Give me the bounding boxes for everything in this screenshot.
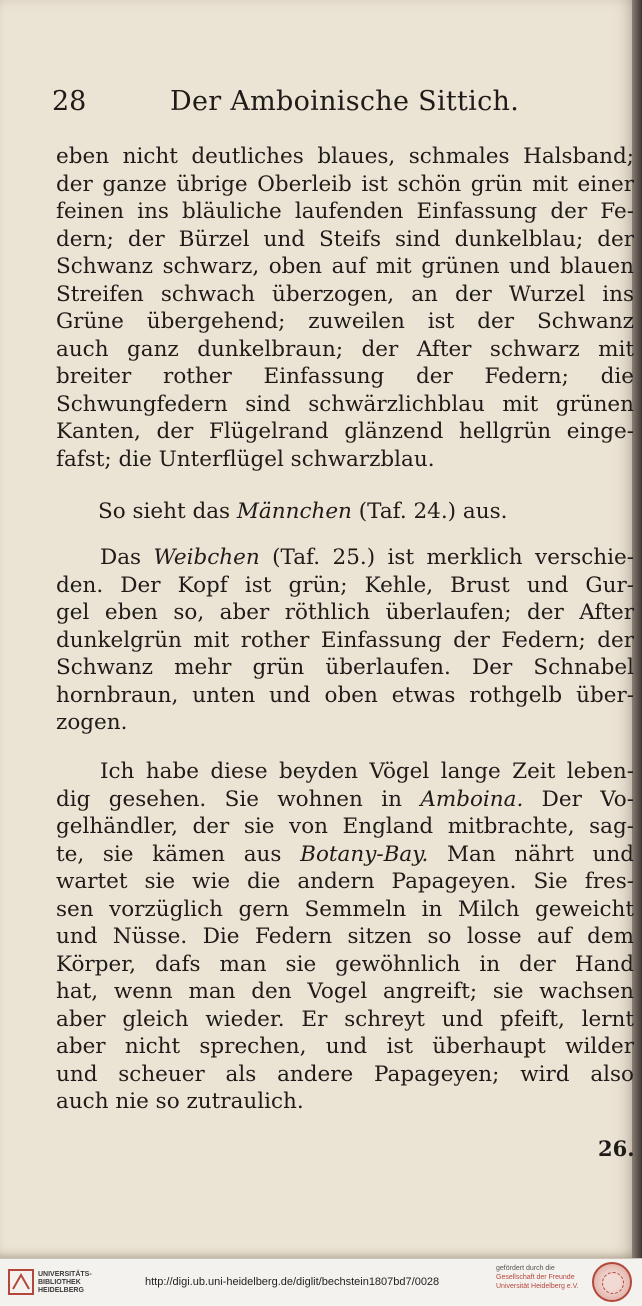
italic-term: Weibchen bbox=[153, 545, 260, 570]
society-seal-icon bbox=[592, 1262, 632, 1302]
italic-term: Männchen bbox=[236, 499, 352, 524]
text-line: den. Der Kopf ist grün; Kehle, Brust und Gur- bbox=[56, 572, 634, 598]
sponsor-line: Universität Heidelberg e.V. bbox=[496, 1283, 579, 1290]
text-line: breiter rother Einfassung der Federn; die bbox=[56, 364, 634, 389]
text-line: wartet sie wie die andern Papageyen. Sie fres- bbox=[56, 869, 634, 894]
paragraph-4 bbox=[56, 758, 634, 1116]
text-line: gel eben so, aber röthlich überlaufen; der After bbox=[56, 600, 634, 625]
text-run: dig gesehen. Sie wohnen in bbox=[56, 786, 421, 812]
text-line: gelhändler, der sie von England mitbrachte, sag- bbox=[56, 814, 634, 839]
text-line: und scheuer als andere Papageyen; wird also bbox=[56, 1061, 634, 1087]
library-logo-icon bbox=[8, 1269, 34, 1295]
text-line: eben nicht deutliches blaues, schmales Halsband; bbox=[56, 144, 634, 169]
text-run: te, sie kämen aus bbox=[56, 841, 301, 867]
text-line: auch nie so zutraulich. bbox=[56, 1089, 304, 1114]
permalink-url[interactable]: http://digi.ub.uni-heidelberg.de/diglit/bechstein1807bd7/0028 bbox=[145, 1276, 440, 1288]
library-name-line: UNIVERSITÄTS- bbox=[38, 1271, 92, 1278]
page-number: 28 bbox=[52, 86, 87, 117]
running-title: Der Amboinische Sittich. bbox=[170, 86, 520, 117]
text-line: auch ganz dunkelbraun; der After schwarz mit bbox=[56, 336, 634, 362]
digitization-footer bbox=[0, 1258, 642, 1306]
sponsor-line: Gesellschaft der Freunde bbox=[496, 1274, 575, 1281]
text-run: Das bbox=[100, 545, 154, 570]
text-line: Körper, dafs man sie gewöhnlich in der Hand bbox=[56, 951, 634, 977]
text-run: Der Vo- bbox=[523, 786, 635, 812]
catchword: 26. bbox=[598, 1136, 635, 1161]
text-line: hat, wenn man den Vogel angreift; sie wachsen bbox=[56, 979, 634, 1004]
text-line: Schwanz schwarz, oben auf mit grünen und blauen bbox=[56, 254, 634, 279]
text-line: der ganze übrige Oberleib ist schön grün mit einer bbox=[56, 171, 634, 197]
library-name bbox=[38, 1271, 92, 1295]
italic-term: Botany-Bay. bbox=[300, 841, 429, 867]
sponsor-line: gefördert durch die bbox=[496, 1265, 555, 1272]
text-line: Schwungfedern sind schwärzlichblau mit grünen bbox=[56, 391, 634, 417]
text-run: (Taf. 24.) aus. bbox=[351, 499, 508, 524]
italic-term: Amboina. bbox=[420, 786, 524, 812]
library-name-line: HEIDELBERG bbox=[38, 1287, 84, 1294]
text-line: aber nicht sprechen, und ist überhaupt wilder bbox=[56, 1034, 634, 1059]
text-run: So sieht das bbox=[98, 499, 237, 524]
library-name-line: BIBLIOTHEK bbox=[38, 1279, 81, 1286]
text-line: sen vorzüglich gern Semmeln in Milch geweicht bbox=[56, 896, 634, 922]
text-line: dunkelgrün mit rother Einfassung der Federn; der bbox=[56, 627, 634, 653]
page-header bbox=[0, 86, 642, 122]
text-line: dern; der Bürzel und Steifs sind dunkelblau; der bbox=[56, 226, 634, 252]
text-run: Man nährt und bbox=[428, 841, 635, 867]
text-line: Ich habe diese beyden Vögel lange Zeit leben- bbox=[100, 759, 634, 784]
text-line bbox=[56, 841, 634, 869]
text-line: zogen. bbox=[56, 710, 128, 735]
text-line bbox=[56, 544, 634, 572]
text-line: und Nüsse. Die Federn sitzen so losse auf dem bbox=[56, 924, 634, 949]
text-line bbox=[56, 786, 634, 814]
text-run: (Taf. 25.) ist merklich verschie- bbox=[259, 545, 634, 570]
text-line bbox=[98, 498, 618, 526]
text-line: Kanten, der Flügelrand glänzend hellgrün einge- bbox=[56, 419, 634, 444]
text-line: Schwanz mehr grün überlaufen. Der Schnabel bbox=[56, 655, 634, 680]
paragraph-1 bbox=[56, 143, 634, 473]
paragraph-2 bbox=[98, 498, 618, 526]
text-line: fafst; die Unterflügel schwarzblau. bbox=[56, 446, 435, 472]
text-line: Streifen schwach überzogen, an der Wurzel ins bbox=[56, 281, 634, 307]
text-line: hornbraun, unten und oben etwas rothgelb über- bbox=[56, 682, 634, 708]
text-line: Grüne übergehend; zuweilen ist der Schwanz bbox=[56, 309, 634, 334]
text-line: feinen ins bläuliche laufenden Einfassung der Fe- bbox=[56, 199, 634, 224]
paragraph-3 bbox=[56, 544, 634, 737]
sponsor-text bbox=[496, 1264, 579, 1291]
text-line: aber gleich wieder. Er schreyt und pfeift, lernt bbox=[56, 1006, 634, 1032]
